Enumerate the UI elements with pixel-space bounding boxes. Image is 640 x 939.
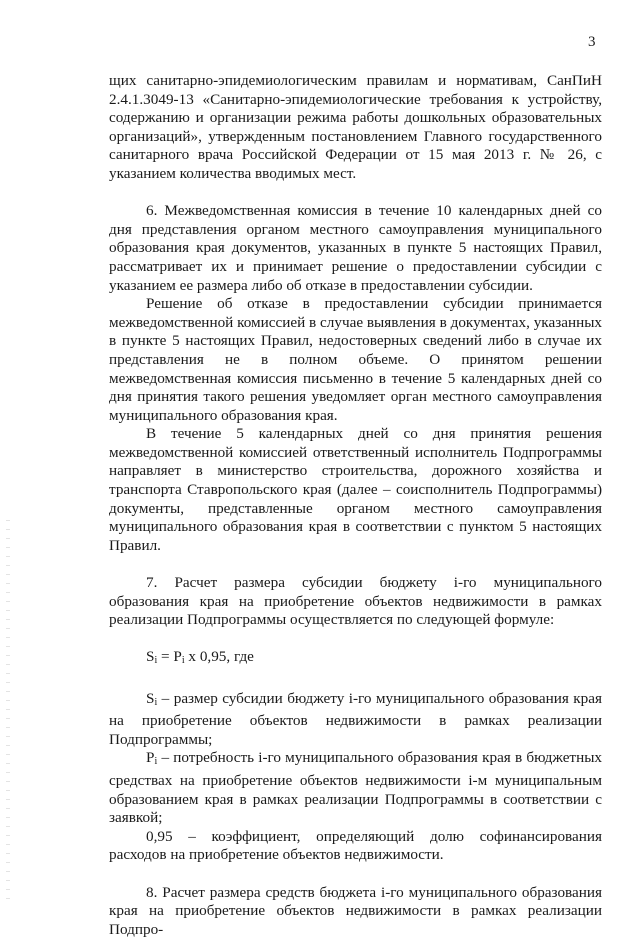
definition-coefficient: 0,95 – коэффициент, определяющий долю софинансирования расходов на приобретение объектов недвижимости. (109, 827, 602, 864)
paragraph-7: 7. Расчет размера субсидии бюджету i-го муниципального образования края на приобретение объектов недвижимости в рамках реализации Подпрограммы осуществляется по следующей формуле: (109, 574, 602, 629)
definition-p-subscript: i (154, 756, 158, 768)
definition-s-symbol: S (146, 689, 155, 707)
definition-p-symbol: P (146, 749, 155, 767)
formula-equals-p: = P (157, 648, 182, 666)
definition-s-subscript: i (154, 696, 158, 708)
page-number: 3 (588, 34, 596, 50)
definition-p-text: – потребность i-го муниципального образования края в бюджетных средствах на приобретение объектов недвижимости i-м муниципальным образованием края в рамках реализации Подпрограммы в соответствии с заявкой; (109, 749, 602, 827)
document-body (109, 72, 602, 939)
paragraph-6-documents: В течение 5 календарных дней со дня принятия решения межведомственной комиссией ответственный исполнитель Подпрограммы направляет в министерство строительства, дорожного хозяйства и транспорта Ставропольского края (далее – соисполнитель Подпрограммы) документы, представленные органом местного самоуправления муниципального образования края в соответствии с пунктом 5 настоящих Правил. (109, 425, 602, 554)
subsidy-formula (109, 648, 602, 671)
paragraph-continuation: щих санитарно-эпидемиологическим правилам и нормативам, СанПиН 2.4.1.3049-13 «Санитарно-эпидемиологические требования к устройству, содержанию и организации режима работы дошкольных образовательных организаций», утвержденным постановлением Главного государственного санитарного врача Российской Федерации от 15 мая 2013 г. № 26, с указанием количества вводимых мест. (109, 72, 602, 182)
definition-s-text: – размер субсидии бюджету i-го муниципального образования края на приобретение объектов недвижимости в рамках реализации Подпрограммы; (109, 689, 602, 748)
paragraph-8: 8. Расчет размера средств бюджета i-го муниципального образования края на приобретение объектов недвижимости в рамках реализации Подпро- (109, 883, 602, 938)
formula-s-subscript: i (154, 655, 158, 667)
definition-s (109, 690, 602, 750)
paragraph-6: 6. Межведомственная комиссия в течение 10 календарных дней со дня представления органом местного самоуправления муниципального образования края документов, указанных в пункте 5 настоящих Правил, рассматривает их и принимает решение о предоставлении субсидии с указанием ее размера либо об отказе в предоставлении субсидии. (109, 202, 602, 294)
formula-s-symbol: S (146, 648, 155, 666)
paragraph-6-refusal: Решение об отказе в предоставлении субсидии принимается межведомственной комиссией в случае выявления в документах, указанных в пункте 5 настоящих Правил, недостоверных сведений либо в случае их представления не в полном объеме. О принятом решении межведомственная комиссия письменно в течение 5 календарных дней со дня принятия такого решения уведомляет орган местного самоуправления муниципального образования края. (109, 295, 602, 424)
formula-p-subscript: i (181, 655, 185, 667)
scan-margin-marks (6, 520, 10, 900)
definition-p (109, 749, 602, 827)
formula-rest: x 0,95, где (184, 648, 254, 666)
